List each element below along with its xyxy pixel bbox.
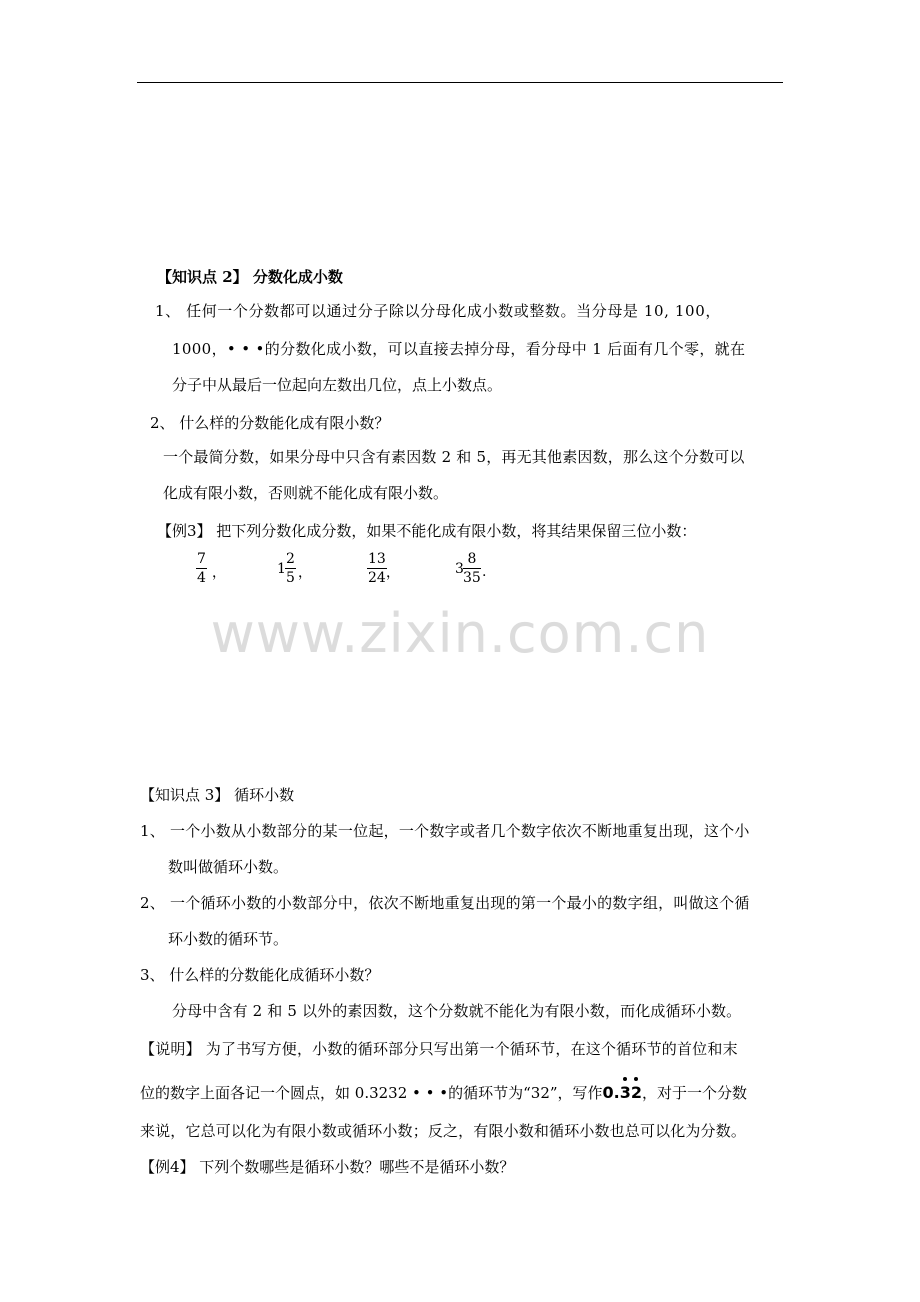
note-line2-text: 位的数字上面各记一个圆点，如 0.3232 • • •的循环节为“32”，写作 [140, 1084, 603, 1102]
example4-prompt: 【例4】 下列个数哪些是循环小数？哪些不是循环小数？ [140, 1158, 515, 1176]
fraction-numerator: 8 [463, 551, 481, 569]
section3-item3-text: 分母中含有 2 和 5 以外的素因数，这个分数就不能化为有限小数，而化成循环小数。 [172, 1002, 742, 1020]
note-line2 [140, 1082, 747, 1103]
fraction-numerator: 7 [197, 551, 206, 567]
section3-item1-line2: 数叫做循环小数。 [168, 858, 289, 876]
fraction-separator: ， [212, 565, 226, 581]
section3-heading: 【知识点 3】 循环小数 [140, 786, 295, 804]
note-line3: 来说，它总可以化为有限小数或循环小数；反之，有限小数和循环小数也总可以化为分数。 [140, 1122, 747, 1140]
fraction-separator: ， [386, 565, 400, 581]
digit: 0 [602, 1083, 614, 1102]
mixed-whole: 3 [455, 561, 464, 577]
section3-item1-line1: 1、 一个小数从小数部分的某一位起，一个数字或者几个数字依次不断地重复出现，这个小 [140, 822, 750, 840]
note-line1: 【说明】 为了书写方便，小数的循环部分只写出第一个循环节，在这个循环节的首位和末 [140, 1040, 738, 1058]
fraction [285, 551, 296, 587]
repeating-decimal [603, 1083, 643, 1102]
mixed-whole: 1 [277, 561, 286, 577]
section3-item3: 3、 什么样的分数能化成循环小数？ [140, 966, 380, 984]
dotted-digit: 2 [630, 1083, 643, 1102]
watermark: www.zixin.com.cn [210, 602, 710, 665]
fraction-denominator: 35 [463, 570, 481, 586]
section2-item1-line2: 1000，• • •的分数化成小数，可以直接去掉分母，看分母中 1 后面有几个零，就在 [172, 340, 746, 358]
fraction-denominator: 24 [368, 570, 386, 586]
section2-item1-line3: 分子中从最后一位起向左数出几位，点上小数点。 [172, 376, 503, 394]
digit: . [613, 1083, 620, 1102]
fraction-denominator: 4 [197, 570, 206, 586]
section3-item2-line2: 环小数的循环节。 [168, 930, 289, 948]
header-rule [137, 82, 783, 83]
fraction-numerator: 2 [286, 551, 295, 567]
fraction-separator: . [482, 564, 487, 580]
fraction-numerator: 13 [368, 551, 386, 567]
note-line2-suffix: ，对于一个分数 [642, 1084, 748, 1102]
dotted-digit: 3 [619, 1083, 631, 1102]
section2-heading: 【知识点 2】 分数化成小数 [157, 268, 343, 286]
section3-item2-line1: 2、 一个循环小数的小数部分中，依次不断地重复出现的第一个最小的数字组，叫做这个循 [140, 894, 750, 912]
example3-prompt: 【例3】 把下列分数化成分数，如果不能化成有限小数，将其结果保留三位小数： [157, 522, 697, 540]
fraction [463, 551, 481, 587]
section2-paragraph-line2: 化成有限小数，否则就不能化成有限小数。 [163, 484, 449, 502]
fraction [196, 551, 207, 587]
section2-paragraph-line1: 一个最简分数，如果分母中只含有素因数 2 和 5，再无其他素因数，那么这个分数可以 [163, 448, 745, 466]
fraction [367, 551, 387, 587]
fraction-separator: ， [298, 565, 312, 581]
fraction-denominator: 5 [286, 570, 295, 586]
section2-item1-line1: 1、 任何一个分数都可以通过分子除以分母化成小数或整数。当分母是 10, 100， [155, 302, 721, 320]
section2-item2: 2、 什么样的分数能化成有限小数？ [150, 414, 390, 432]
